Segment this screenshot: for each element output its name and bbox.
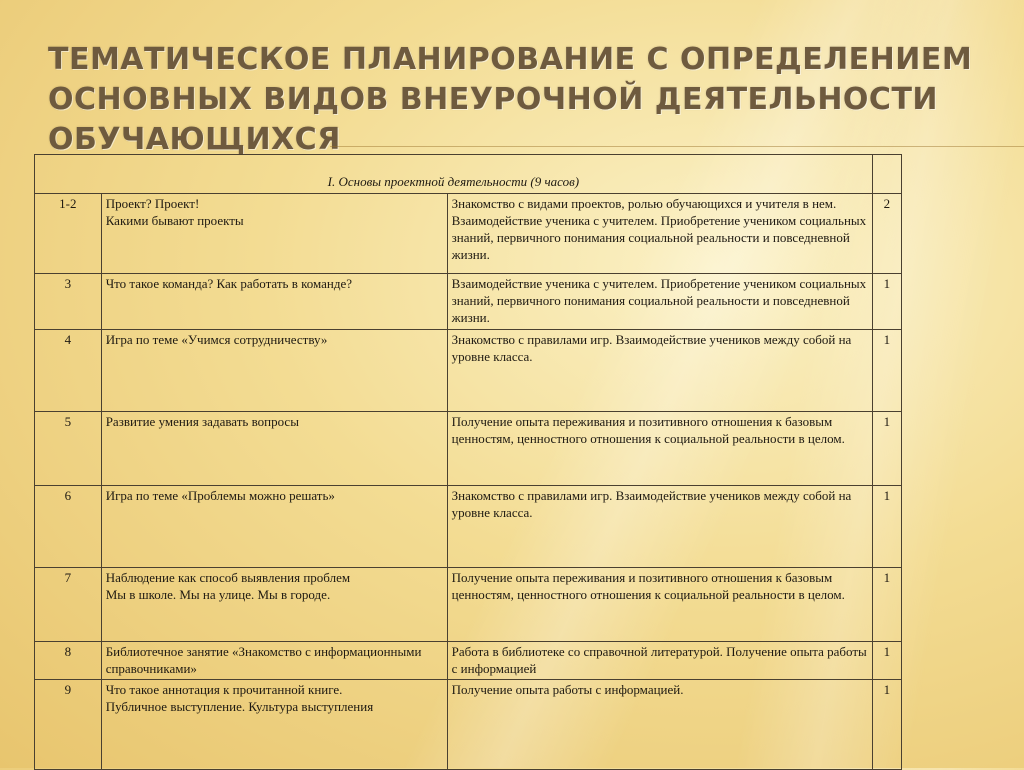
row-activity: Работа в библиотеке со справочной литературой. Получение опыта работы с информацией	[447, 642, 872, 680]
row-topic: Что такое аннотация к прочитанной книге. Публичное выступление. Культура выступления	[101, 680, 447, 770]
row-activity: Получение опыта работы с информацией.	[447, 680, 872, 770]
row-topic: Наблюдение как способ выявления проблем Мы в школе. Мы на улице. Мы в городе.	[101, 568, 447, 642]
row-activity: Знакомство с правилами игр. Взаимодействие учеников между собой на уровне класса.	[447, 330, 872, 412]
row-hours: 1	[872, 680, 901, 770]
row-number: 6	[35, 486, 102, 568]
row-hours: 1	[872, 274, 901, 330]
table-row	[35, 486, 902, 568]
row-number: 7	[35, 568, 102, 642]
table-row	[35, 412, 902, 486]
table-row	[35, 568, 902, 642]
row-activity: Получение опыта переживания и позитивного отношения к базовым ценностям, ценностного отношения к социальной реальности в целом.	[447, 412, 872, 486]
title-divider	[330, 146, 1024, 147]
planning-table	[34, 154, 902, 770]
row-activity: Взаимодействие ученика с учителем. Приобретение учеником социальных знаний, первичного понимания социальной реальности и повседневной жизни.	[447, 274, 872, 330]
row-hours: 1	[872, 330, 901, 412]
row-number: 9	[35, 680, 102, 770]
row-number: 3	[35, 274, 102, 330]
section-title: I. Основы проектной деятельности (9 часов)	[35, 155, 873, 194]
row-topic: Библиотечное занятие «Знакомство с информационными справочниками»	[101, 642, 447, 680]
row-number: 1-2	[35, 194, 102, 274]
row-hours: 1	[872, 642, 901, 680]
table-row	[35, 274, 902, 330]
row-activity: Знакомство с правилами игр. Взаимодействие учеников между собой на уровне класса.	[447, 486, 872, 568]
row-topic: Игра по теме «Проблемы можно решать»	[101, 486, 447, 568]
row-number: 8	[35, 642, 102, 680]
section-header-row	[35, 155, 902, 194]
slide-title: ТЕМАТИЧЕСКОЕ ПЛАНИРОВАНИЕ С ОПРЕДЕЛЕНИЕМ ОСНОВНЫХ ВИДОВ ВНЕУРОЧНОЙ ДЕЯТЕЛЬНОСТИ ОБУЧАЮЩИХСЯ	[48, 42, 973, 157]
row-hours: 1	[872, 486, 901, 568]
table-row	[35, 194, 902, 274]
row-hours: 1	[872, 568, 901, 642]
row-activity: Знакомство с видами проектов, ролью обучающихся и учителя в нем. Взаимодействие ученика с учителем. Приобретение учеником социальных знаний, первичного понимания социальной реальности и повседневной жизни.	[447, 194, 872, 274]
row-number: 5	[35, 412, 102, 486]
row-topic: Проект? Проект! Какими бывают проекты	[101, 194, 447, 274]
row-number: 4	[35, 330, 102, 412]
row-hours: 2	[872, 194, 901, 274]
table-row	[35, 330, 902, 412]
row-hours: 1	[872, 412, 901, 486]
row-activity: Получение опыта переживания и позитивного отношения к базовым ценностям, ценностного отношения к социальной реальности в целом.	[447, 568, 872, 642]
row-topic: Игра по теме «Учимся сотрудничеству»	[101, 330, 447, 412]
section-hours-cell	[872, 155, 901, 194]
row-topic: Развитие умения задавать вопросы	[101, 412, 447, 486]
row-topic: Что такое команда? Как работать в команде?	[101, 274, 447, 330]
table-row	[35, 642, 902, 680]
table-row	[35, 680, 902, 770]
